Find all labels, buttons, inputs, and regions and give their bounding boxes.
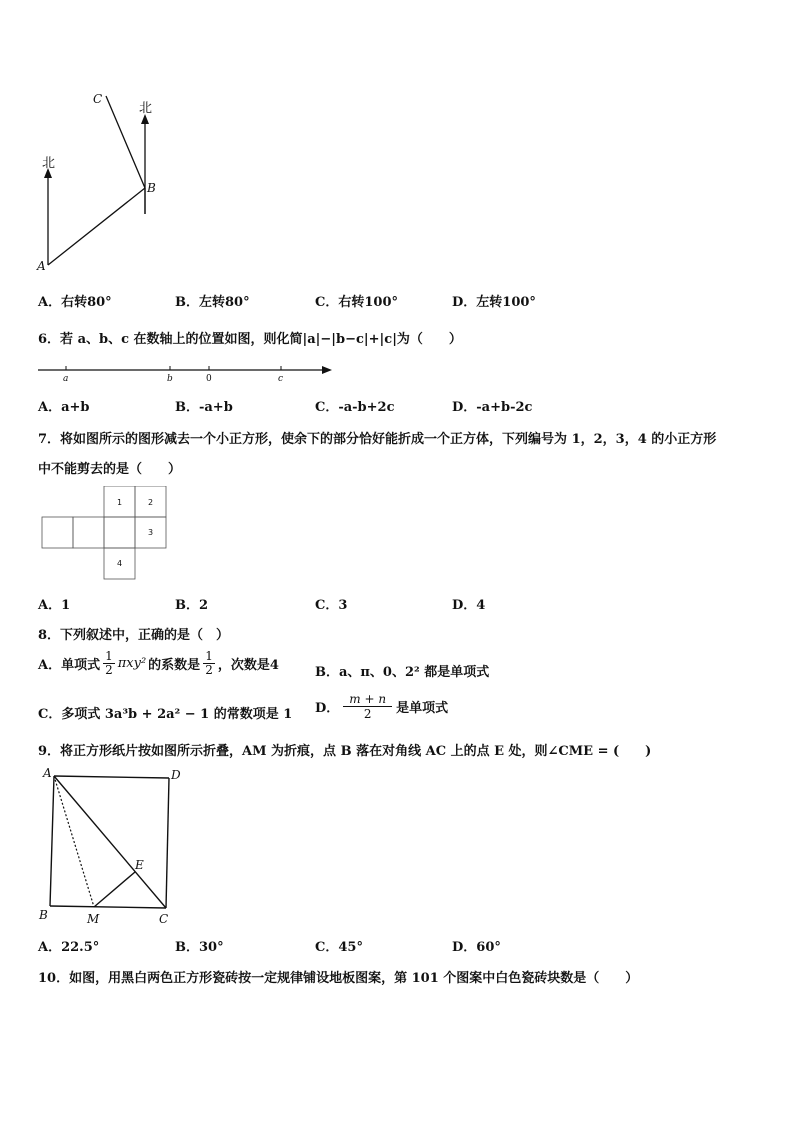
fraction-numerator-mn: m + n bbox=[343, 692, 392, 707]
axis-label-b: b bbox=[167, 374, 173, 384]
axis-label-zero: 0 bbox=[206, 374, 212, 384]
q8-option-b[interactable]: B．a、π、0、2² 都是单项式 bbox=[315, 665, 490, 680]
monomial-expression: πxy² bbox=[117, 656, 147, 671]
question-8-text: 8．下列叙述中，正确的是（ ） bbox=[38, 628, 230, 643]
number-line bbox=[36, 360, 336, 384]
point-E-label: E bbox=[135, 858, 144, 872]
q7-option-d[interactable]: D．4 bbox=[452, 598, 486, 613]
fraction-m-plus-n bbox=[343, 692, 392, 721]
q8-d-prefix: D． bbox=[315, 701, 340, 716]
q9-option-b[interactable]: B．30° bbox=[175, 940, 224, 955]
q6-option-c[interactable]: C．-a-b+2c bbox=[315, 400, 395, 415]
q5-option-b[interactable]: B．左转80° bbox=[175, 295, 250, 310]
point-M-label: M bbox=[87, 912, 100, 926]
q5-option-c[interactable]: C．右转100° bbox=[315, 295, 398, 310]
q9-option-a[interactable]: A．22.5° bbox=[38, 940, 100, 955]
square-label-2: 2 bbox=[148, 498, 154, 507]
q7-option-b[interactable]: B．2 bbox=[175, 598, 209, 613]
vertex-D-label: D bbox=[171, 768, 181, 782]
question-10-text: 10．如图，用黑白两色正方形瓷砖按一定规律铺设地板图案，第 101 个图案中白色瓷砖块数是（ ） bbox=[38, 971, 639, 986]
point-A-label: A bbox=[37, 259, 46, 273]
north-label-left: 北 bbox=[42, 156, 56, 171]
fraction-half-2 bbox=[203, 650, 215, 677]
question-9-text: 9．将正方形纸片按如图所示折叠，AM 为折痕，点 B 落在对角线 AC 上的点 E 处，则∠CME = ( ) bbox=[38, 744, 652, 759]
q8-option-d[interactable] bbox=[315, 692, 448, 721]
q9-option-c[interactable]: C．45° bbox=[315, 940, 363, 955]
fraction-denominator-mn: 2 bbox=[363, 707, 372, 721]
q8-a-text: 的系数是 bbox=[148, 658, 201, 673]
q9-option-d[interactable]: D．60° bbox=[452, 940, 501, 955]
vertex-B-label: B bbox=[39, 908, 48, 922]
vertex-A-label: A bbox=[43, 766, 52, 780]
q5-option-a[interactable]: A．右转80° bbox=[38, 295, 112, 310]
fraction-denominator-2: 2 bbox=[205, 663, 213, 677]
q6-option-d[interactable]: D．-a+b-2c bbox=[452, 400, 533, 415]
question-7-line1: 7．将如图所示的图形减去一个小正方形，使余下的部分恰好能折成一个正方体，下列编号为 1，2，3，4 的小正方形 bbox=[38, 432, 717, 447]
direction-figure bbox=[30, 88, 170, 278]
cube-net-figure bbox=[40, 486, 170, 580]
square-label-4: 4 bbox=[117, 559, 123, 568]
point-B-label: B bbox=[147, 181, 156, 195]
square-label-3: 3 bbox=[148, 528, 154, 537]
q5-option-d[interactable]: D．左转100° bbox=[452, 295, 536, 310]
vertex-C-label: C bbox=[159, 912, 169, 926]
question-7-line2: 中不能剪去的是（ ） bbox=[38, 462, 182, 477]
question-6-text: 6．若 a、b、c 在数轴上的位置如图，则化简|a|−|b−c|+|c|为（ ） bbox=[38, 332, 462, 347]
q7-option-c[interactable]: C．3 bbox=[315, 598, 348, 613]
point-C-label: C bbox=[93, 92, 103, 106]
q8-option-a[interactable] bbox=[38, 650, 279, 677]
q8-a-prefix: A．单项式 bbox=[38, 658, 101, 673]
q8-d-suffix: 是单项式 bbox=[396, 701, 449, 716]
fraction-half bbox=[103, 650, 115, 677]
axis-label-c: c bbox=[278, 374, 284, 384]
square-label-1: 1 bbox=[117, 498, 123, 507]
q6-option-a[interactable]: A．a+b bbox=[38, 400, 90, 415]
q8-option-c[interactable]: C．多项式 3a³b + 2a² − 1 的常数项是 1 bbox=[38, 707, 293, 722]
q7-option-a[interactable]: A．1 bbox=[38, 598, 71, 613]
north-label-right: 北 bbox=[139, 101, 153, 116]
axis-label-a: a bbox=[63, 374, 69, 384]
q8-a-suffix: ，次数是4 bbox=[217, 658, 279, 673]
fraction-numerator-2: 1 bbox=[205, 649, 213, 663]
q6-option-b[interactable]: B．-a+b bbox=[175, 400, 233, 415]
fraction-numerator: 1 bbox=[105, 649, 113, 663]
fraction-denominator: 2 bbox=[105, 663, 113, 677]
folded-square-figure bbox=[34, 766, 184, 928]
